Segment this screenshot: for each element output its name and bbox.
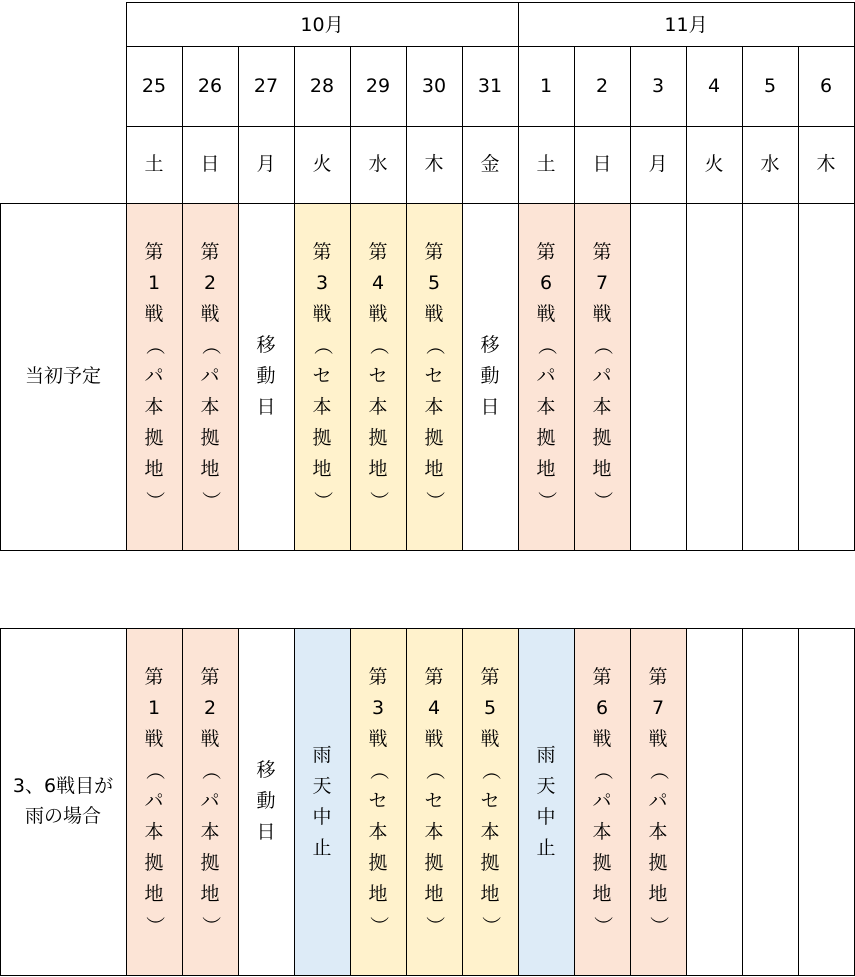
grid-line <box>574 46 575 204</box>
grid-line <box>742 628 743 976</box>
grid-line <box>126 126 855 127</box>
grid-line <box>406 46 407 204</box>
grid-line <box>294 46 295 204</box>
cell-pa-text: 第 1 戦 （ パ 本 拠 地 ） <box>143 666 166 935</box>
cell-pa-text: 第 6 戦 （ パ 本 拠 地 ） <box>591 666 614 935</box>
grid-line <box>126 203 127 551</box>
grid-line <box>350 46 351 204</box>
cell-pa-text: 第 2 戦 （ パ 本 拠 地 ） <box>199 241 222 510</box>
cell-empty-fill <box>686 203 742 550</box>
grid-line <box>798 628 799 976</box>
weekday-label: 木 <box>424 153 444 175</box>
grid-line <box>182 203 183 551</box>
grid-line <box>462 628 463 976</box>
grid-line <box>126 46 855 47</box>
grid-line <box>350 628 351 976</box>
grid-line <box>238 46 239 204</box>
cell-empty-fill <box>742 203 798 550</box>
cell-pa-text: 第 6 戦 （ パ 本 拠 地 ） <box>535 241 558 510</box>
grid-line <box>0 628 855 629</box>
grid-line <box>126 2 855 3</box>
grid-line <box>182 46 183 204</box>
grid-line <box>742 46 743 204</box>
date-label: 29 <box>365 75 391 97</box>
grid-line <box>686 628 687 976</box>
cell-rain-text: 雨 天 中 止 <box>312 743 332 859</box>
grid-line <box>798 203 799 551</box>
date-label: 27 <box>253 75 279 97</box>
cell-empty-fill <box>630 203 686 550</box>
cell-se-text: 第 4 戦 （ セ 本 拠 地 ） <box>367 241 390 510</box>
grid-line <box>518 46 519 204</box>
weekday-label: 金 <box>480 153 500 175</box>
month-label: 10月 <box>300 14 344 36</box>
grid-line <box>238 203 239 551</box>
grid-line <box>630 203 631 551</box>
grid-line <box>406 628 407 976</box>
cell-pa-text: 第 7 戦 （ パ 本 拠 地 ） <box>591 241 614 510</box>
weekday-label: 火 <box>704 153 724 175</box>
grid-line <box>0 203 1 551</box>
grid-line <box>126 628 127 976</box>
date-label: 1 <box>539 75 553 97</box>
month-label: 11月 <box>664 14 708 36</box>
cell-pa-text: 第 1 戦 （ パ 本 拠 地 ） <box>143 241 166 510</box>
grid-line <box>518 203 519 551</box>
grid-line <box>406 203 407 551</box>
cell-move-text: 移 動 日 <box>256 759 276 843</box>
grid-line <box>0 550 855 551</box>
cell-move-text: 移 動 日 <box>256 334 276 418</box>
weekday-label: 土 <box>144 153 164 175</box>
grid-line <box>462 46 463 204</box>
date-label: 3 <box>651 75 665 97</box>
date-label: 28 <box>309 75 335 97</box>
grid-line <box>294 628 295 976</box>
cell-se-text: 第 3 戦 （ セ 本 拠 地 ） <box>367 666 390 935</box>
cell-se-text: 第 5 戦 （ セ 本 拠 地 ） <box>479 666 502 935</box>
cell-empty-fill <box>686 628 742 975</box>
cell-pa-text: 第 2 戦 （ パ 本 拠 地 ） <box>199 666 222 935</box>
cell-move-text: 移 動 日 <box>480 334 500 418</box>
cell-empty-fill <box>798 628 854 975</box>
grid-line <box>630 628 631 976</box>
cell-rain-text: 雨 天 中 止 <box>536 743 556 859</box>
grid-line <box>238 628 239 976</box>
grid-line <box>574 628 575 976</box>
weekday-label: 日 <box>592 153 612 175</box>
weekday-label: 火 <box>312 153 332 175</box>
grid-line <box>0 628 1 976</box>
cell-se-text: 第 3 戦 （ セ 本 拠 地 ） <box>311 241 334 510</box>
weekday-label: 土 <box>536 153 556 175</box>
date-label: 2 <box>595 75 609 97</box>
grid-line <box>0 975 855 976</box>
grid-line <box>182 628 183 976</box>
weekday-label: 月 <box>256 153 276 175</box>
grid-line <box>798 46 799 204</box>
cell-se-text: 第 4 戦 （ セ 本 拠 地 ） <box>423 666 446 935</box>
cell-empty-fill <box>798 203 854 550</box>
grid-line <box>574 203 575 551</box>
date-label: 25 <box>141 75 167 97</box>
date-label: 5 <box>763 75 777 97</box>
date-label: 26 <box>197 75 223 97</box>
grid-line <box>462 203 463 551</box>
row-label: 3、6戦目が <box>12 774 114 797</box>
grid-line <box>518 628 519 976</box>
date-label: 30 <box>421 75 447 97</box>
date-label: 6 <box>819 75 833 97</box>
cell-se-text: 第 5 戦 （ セ 本 拠 地 ） <box>423 241 446 510</box>
grid-line <box>350 203 351 551</box>
weekday-label: 水 <box>760 153 780 175</box>
weekday-label: 水 <box>368 153 388 175</box>
grid-line <box>0 203 855 204</box>
grid-line <box>294 203 295 551</box>
weekday-label: 日 <box>200 153 220 175</box>
grid-line <box>126 2 127 204</box>
date-label: 4 <box>707 75 721 97</box>
row-label: 雨の場合 <box>24 804 101 827</box>
cell-pa-text: 第 7 戦 （ パ 本 拠 地 ） <box>647 666 670 935</box>
weekday-label: 木 <box>816 153 836 175</box>
grid-line <box>630 46 631 204</box>
date-label: 31 <box>477 75 503 97</box>
grid-line <box>686 46 687 204</box>
weekday-label: 月 <box>648 153 668 175</box>
cell-empty-fill <box>742 628 798 975</box>
grid-line <box>686 203 687 551</box>
row-label: 当初予定 <box>24 364 101 387</box>
grid-line <box>742 203 743 551</box>
